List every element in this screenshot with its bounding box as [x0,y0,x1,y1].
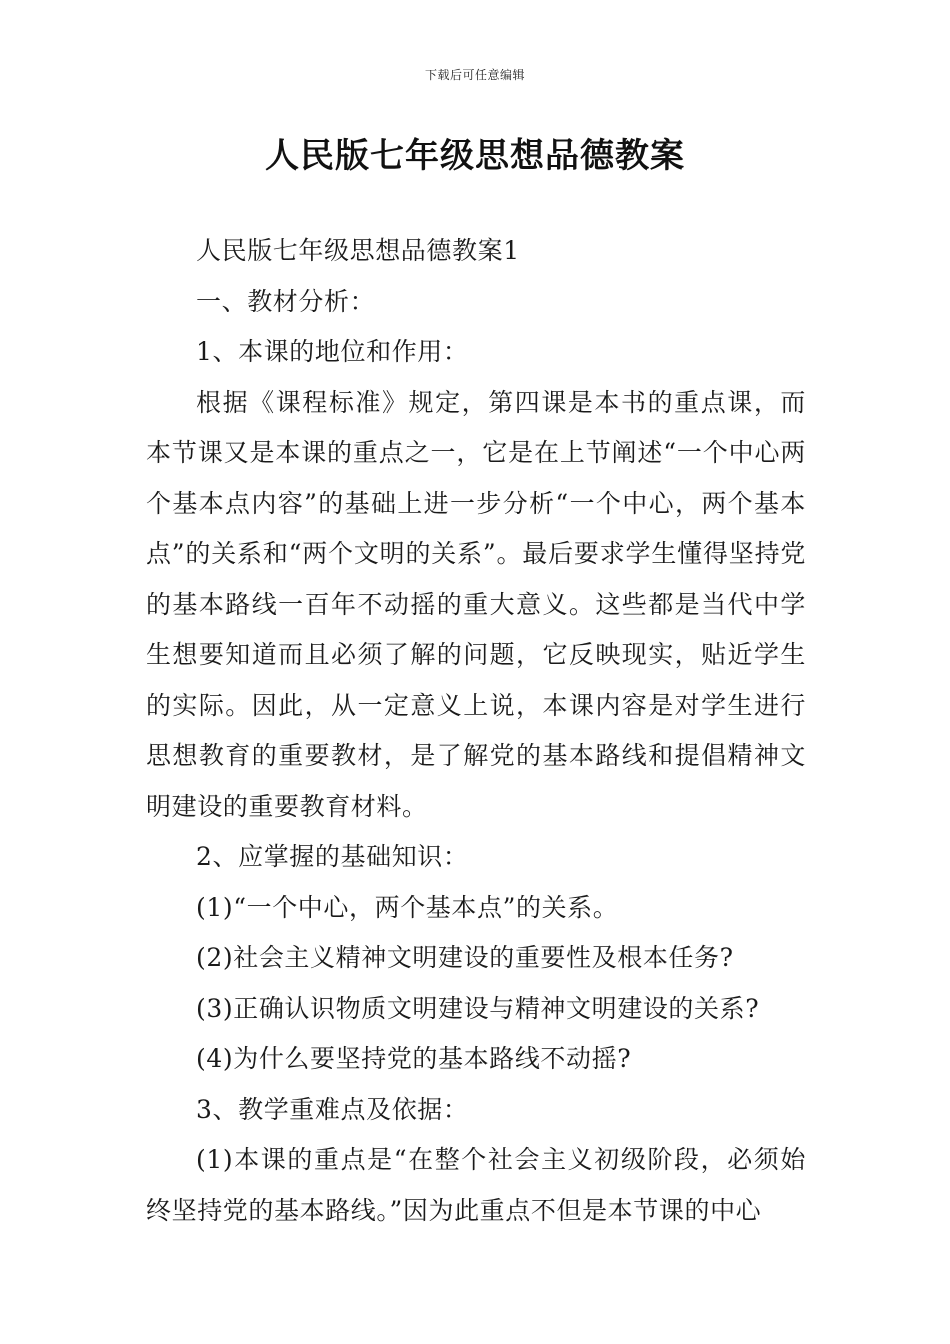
subheading-material-analysis: 一、教材分析： [196,286,376,316]
document-title: 人民版七年级思想品德教案 [265,136,685,176]
list-item: (4)为什么要坚持党的基本路线不动摇? [196,1044,632,1073]
document-body [146,226,806,1236]
list-item: (1)“一个中心，两个基本点”的关系。 [196,892,619,922]
subheading-status-role: 1、本课的地位和作用： [196,337,469,366]
header-note: 下载后可任意编辑 [424,68,525,82]
list-item: (3)正确认识物质文明建设与精神文明建设的关系? [196,993,760,1023]
paragraph-body: 根据《课程标准》规定，第四课是本书的重点课，而本节课又是本课的重点之一，它是在上节阐述“一个中心两个基本点内容”的基础上进一步分析“一个中心，两个基本点”的关系和“两个文明的关系”。最后要求学生懂得坚持党的基本路线一百年不动摇的重大意义。这些都是当代中学生想要知道而且必须了解的问题，它反映现实，贴近学生的实际。因此，从一定意义上说，本课内容是对学生进行思想教育的重要教材，是了解党的基本路线和提倡精神文明建设的重要教育材料。 [146,387,806,821]
section-heading: 人民版七年级思想品德教案1 [196,236,520,265]
subheading-key-points: 3、教学重难点及依据： [196,1094,469,1124]
subheading-basic-knowledge: 2、应掌握的基础知识： [196,842,469,871]
paragraph-key-point: (1)本课的重点是“在整个社会主义初级阶段，必须始终坚持党的基本路线。”因为此重点不但是本节课的中心 [146,1145,806,1225]
list-item: (2)社会主义精神文明建设的重要性及根本任务? [196,943,734,972]
